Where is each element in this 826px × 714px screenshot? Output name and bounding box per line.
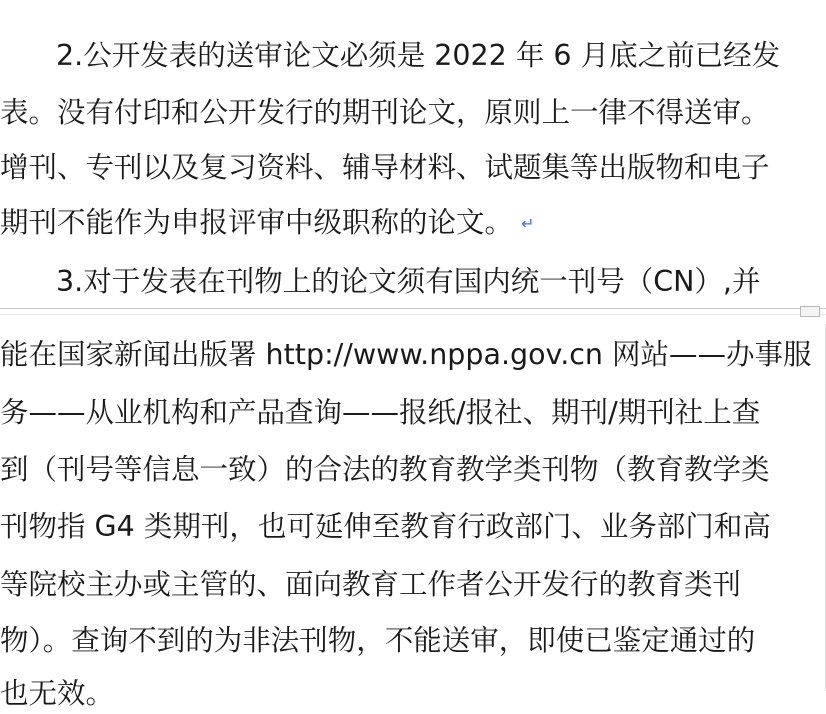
- paragraph-2-line-4-text: 期刊不能作为申报评审中级职称的论文。: [0, 206, 514, 239]
- paragraph-2-line-3: 增刊、专刊以及复习资料、辅导材料、试题集等出版物和电子: [0, 151, 770, 184]
- paragraph-3-line-2: 能在国家新闻出版署 http://www.nppa.gov.cn 网站——办事服: [0, 338, 812, 371]
- paragraph-2-line-1: 2.公开发表的送审论文必须是 2022 年 6 月底之前已经发: [56, 39, 781, 72]
- paragraph-3-line-6: 等院校主办或主管的、面向教育工作者公开发行的教育类刊: [0, 568, 742, 601]
- page-break-handle-icon[interactable]: [800, 306, 820, 317]
- page-edge-bottom: [0, 314, 826, 315]
- paragraph-3-line-4: 到（刊号等信息一致）的合法的教育教学类刊物（教育教学类: [0, 453, 770, 486]
- paragraph-3-line-8: 也无效。: [0, 677, 115, 710]
- paragraph-3-line-5: 刊物指 G4 类期刊，也可延伸至教育行政部门、业务部门和高: [0, 510, 771, 543]
- paragraph-2-line-4: [0, 203, 534, 243]
- paragraph-3-line-1: 3.对于发表在刊物上的论文须有国内统一刊号（CN）,并: [56, 265, 761, 298]
- paragraph-3-line-3: 务——从业机构和产品查询——报纸/报社、期刊/期刊社上查: [0, 396, 761, 429]
- paragraph-mark-icon: ↵: [521, 214, 535, 233]
- paragraph-2-line-2: 表。没有付印和公开发行的期刊论文，原则上一律不得送审。: [0, 96, 770, 129]
- page-break: [0, 306, 826, 324]
- paragraph-3-line-7: 物）。查询不到的为非法刊物，不能送审，即使已鉴定通过的: [0, 624, 756, 657]
- page-edge-top: [0, 308, 826, 309]
